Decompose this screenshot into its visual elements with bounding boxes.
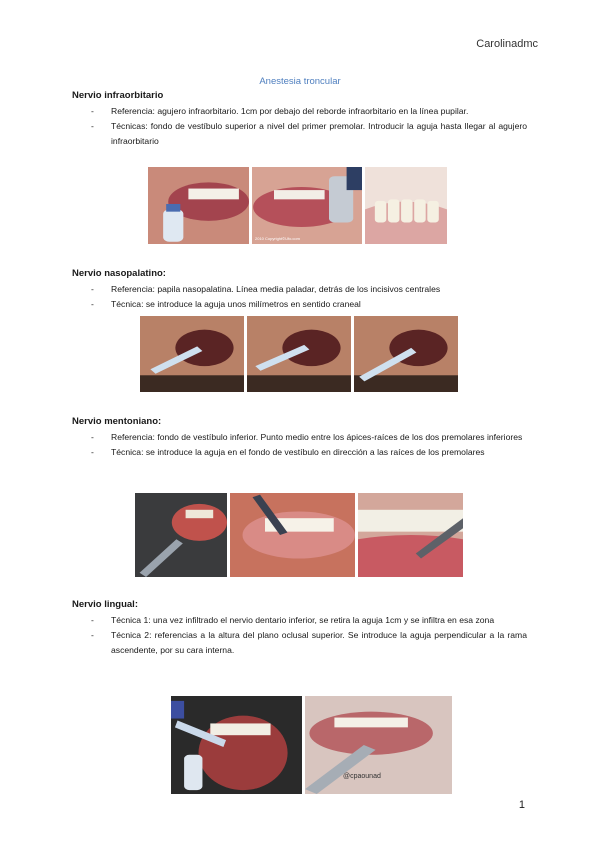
photo-infraorbital-injection-1 bbox=[148, 167, 249, 244]
bullet-item: - Técnica: se introduce la aguja en el fondo de vestíbulo en dirección a las raíces de los premolares bbox=[91, 445, 527, 460]
author-name: Carolinadmc bbox=[476, 38, 538, 50]
section-heading-infraorbitario: Nervio infraorbitario bbox=[72, 90, 164, 101]
bullet-list-infraorbitario bbox=[91, 104, 527, 149]
photo-lingual-2 bbox=[305, 696, 452, 794]
bullet-item: - Técnica 1: una vez infiltrado el nervio dentario inferior, se retira la aguja 1cm y se infiltra en esa zona bbox=[91, 613, 527, 628]
bullet-item: - Técnica 2: referencias a la altura del plano oclusal superior. Se introduce la aguja perpendicular a la rama ascendente, por su cara interna. bbox=[91, 628, 527, 658]
section-heading-lingual: Nervio lingual: bbox=[72, 599, 138, 610]
photo-infraorbital-injection-2 bbox=[252, 167, 362, 244]
page-number: 1 bbox=[518, 799, 525, 811]
page-title: Anestesia troncular bbox=[259, 76, 341, 87]
photo-mental-1 bbox=[135, 493, 227, 577]
photo-maxilla-model bbox=[365, 167, 447, 244]
photo-lingual-1 bbox=[171, 696, 302, 794]
photo-watermark: @cpaounad bbox=[343, 773, 381, 780]
bullet-item: - Técnicas: fondo de vestíbulo superior a nivel del primer premolar. Introducir la aguja hasta llegar al agujero infraorbitario bbox=[91, 119, 527, 149]
photo-row-mentoniano bbox=[135, 493, 463, 577]
bullet-item: - Referencia: fondo de vestíbulo inferior. Punto medio entre los ápices-raíces de los dos premolares inferiores bbox=[91, 430, 527, 445]
bullet-item: - Referencia: papila nasopalatina. Línea media paladar, detrás de los incisivos centrales bbox=[91, 282, 527, 297]
photo-nasopalatine-2 bbox=[247, 316, 351, 392]
photo-nasopalatine-3 bbox=[354, 316, 458, 392]
bullet-item: - Referencia: agujero infraorbitario. 1cm por debajo del reborde infraorbitario en la línea pupilar. bbox=[91, 104, 527, 119]
photo-watermark: 2010 Copyright©Ufo.com bbox=[255, 236, 300, 241]
photo-mental-3 bbox=[358, 493, 463, 577]
photo-row-lingual bbox=[171, 696, 452, 794]
section-heading-nasopalatino: Nervio nasopalatino: bbox=[72, 268, 166, 279]
bullet-list-lingual bbox=[91, 613, 527, 658]
bullet-list-nasopalatino bbox=[91, 282, 527, 312]
section-heading-mentoniano: Nervio mentoniano: bbox=[72, 416, 162, 427]
photo-row-infraorbitario bbox=[148, 167, 447, 244]
bullet-item: - Técnica: se introduce la aguja unos milímetros en sentido craneal bbox=[91, 297, 527, 312]
photo-nasopalatine-1 bbox=[140, 316, 244, 392]
photo-row-nasopalatino bbox=[140, 316, 458, 392]
bullet-list-mentoniano bbox=[91, 430, 527, 460]
photo-mental-2 bbox=[230, 493, 355, 577]
